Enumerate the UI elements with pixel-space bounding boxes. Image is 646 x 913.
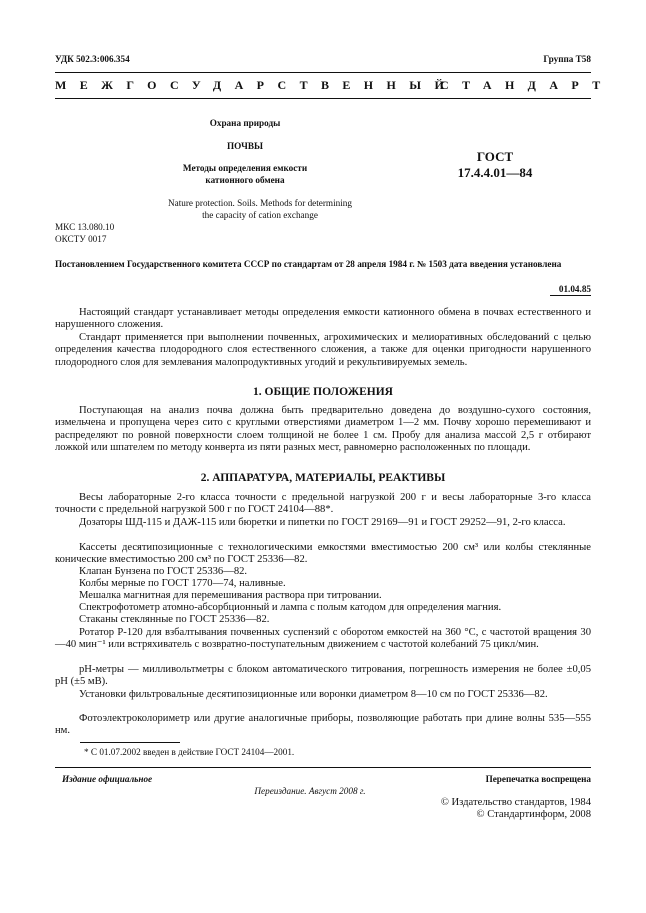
section-1-heading: 1. ОБЩИЕ ПОЛОЖЕНИЯ bbox=[253, 386, 393, 398]
copyright-2008: © Стандартинформ, 2008 bbox=[476, 809, 591, 820]
title-line-1: Охрана природы bbox=[209, 118, 281, 128]
section-2-heading: 2. АППАРАТУРА, МАТЕРИАЛЫ, РЕАКТИВЫ bbox=[200, 472, 446, 484]
title-line-2: ПОЧВЫ bbox=[227, 141, 263, 151]
footnote-rule bbox=[80, 742, 180, 743]
section-1-text: Поступающая на анализ почва должна быть предварительно доведена до воздушно-сухого состояния, измельчена и пропущена через сито с круглыми отверстиями диаметром 1—2 мм. Почву хорошо перемешивают и распределяют по ровной поверхности слоем толщиной не более 1 см. Пробу для анализа массой 2,5 г отбирают ложкой или шпателем по методу конверта из пяти разных мест, равномерно расположенных по площади. bbox=[55, 405, 591, 454]
decree-text: Постановлением Государственного комитета СССР по стандартам от 28 апреля 1984 г. № 1503 дата введения установлена bbox=[55, 259, 562, 269]
footnote: * С 01.07.2002 введен в действие ГОСТ 24104—2001. bbox=[84, 747, 295, 757]
equipment-item: Установки фильтровальные десятипозиционные или воронки диаметром 8—10 см по ГОСТ 25336—82. bbox=[79, 689, 548, 700]
gost-label: ГОСТ bbox=[476, 149, 514, 164]
header-rule-bottom bbox=[55, 98, 591, 99]
mks-code: МКС 13.080.10 bbox=[55, 222, 115, 232]
equipment-item: Колбы мерные по ГОСТ 1770—74, наливные. bbox=[79, 578, 286, 589]
equipment-item: Мешалка магнитная для перемешивания раствора при титровании. bbox=[79, 590, 382, 601]
equipment-item: Фотоэлектроколориметр или другие аналогичные приборы, позволяющие работать при длине волны 535—555 нм. bbox=[55, 713, 591, 737]
equipment-item: Стаканы стеклянные по ГОСТ 25336—82. bbox=[79, 614, 270, 625]
equipment-item: Клапан Бунзена по ГОСТ 25336—82. bbox=[79, 566, 248, 577]
gost-number: 17.4.4.01—84 bbox=[457, 165, 533, 180]
okstu-code: ОКСТУ 0017 bbox=[55, 234, 107, 244]
footer-rule bbox=[55, 767, 591, 768]
date-underline bbox=[550, 295, 591, 296]
intro-paragraph-2: Стандарт применяется при выполнении почвенных, агрохимических и мелиоративных обследований с целью определения качества плодородного слоя естественного сложения, а также для оценки пригодности нарушенного плодородного слоя для землевания малопродуктивных угодий и рекультивируемых земель. bbox=[55, 332, 591, 368]
equipment-item: Дозаторы ШД-115 и ДАЖ-115 или бюретки и пипетки по ГОСТ 29169—91 и ГОСТ 29252—91, 2-го класса. bbox=[79, 517, 566, 528]
banner-interstate: МЕЖГОСУДАРСТВЕННЫЙ bbox=[55, 78, 458, 92]
reprint-prohibited: Перепечатка воспрещена bbox=[485, 774, 591, 784]
header-rule-top bbox=[55, 72, 591, 73]
title-line-4: катионного обмена bbox=[205, 175, 285, 185]
official-edition: Издание официальное bbox=[62, 774, 153, 784]
equipment-item: pH-метры — милливольтметры с блоком автоматического титрования, погрешность измерения не более ±0,05 pH (±5 мВ). bbox=[55, 664, 591, 688]
udk-code: УДК 502.3:006.354 bbox=[55, 54, 130, 64]
equipment-item: Спектрофотометр атомно-абсорбционный и лампа с полым катодом для определения магния. bbox=[79, 602, 502, 613]
introduction-date: 01.04.85 bbox=[558, 284, 591, 294]
banner-standard: СТАНДАРТ bbox=[440, 78, 614, 92]
reissue-note: Переиздание. Август 2008 г. bbox=[254, 786, 366, 796]
copyright-1984: © Издательство стандартов, 1984 bbox=[440, 797, 591, 808]
equipment-item: Весы лабораторные 2-го класса точности с предельной нагрузкой 200 г и весы лабораторные 3-го класса точности с предельной нагрузкой 500 г по ГОСТ 24104—88*. bbox=[55, 492, 591, 516]
group-code: Группа Т58 bbox=[543, 54, 591, 64]
title-english-1: Nature protection. Soils. Methods for determining bbox=[168, 198, 352, 208]
equipment-item: Ротатор Р-120 для взбалтывания почвенных суспензий с оборотом емкостей на 360 °С, с частотой вращения 30—40 мин⁻¹ или встряхиватель с возвратно-поступательным движением с частотой колебаний 75 цикл/мин. bbox=[55, 627, 591, 651]
title-line-3: Методы определения емкости bbox=[182, 163, 308, 173]
intro-paragraph-1: Настоящий стандарт устанавливает методы определения емкости катионного обмена в почвах естественного и нарушенного сложения. bbox=[55, 307, 591, 331]
equipment-item: Кассеты десятипозиционные с технологическими емкостями вместимостью 200 см³ или колбы стеклянные конические вместимостью 200 см³ по ГОСТ 25336—82. bbox=[55, 542, 591, 566]
title-english-2: the capacity of cation exchange bbox=[202, 210, 318, 220]
